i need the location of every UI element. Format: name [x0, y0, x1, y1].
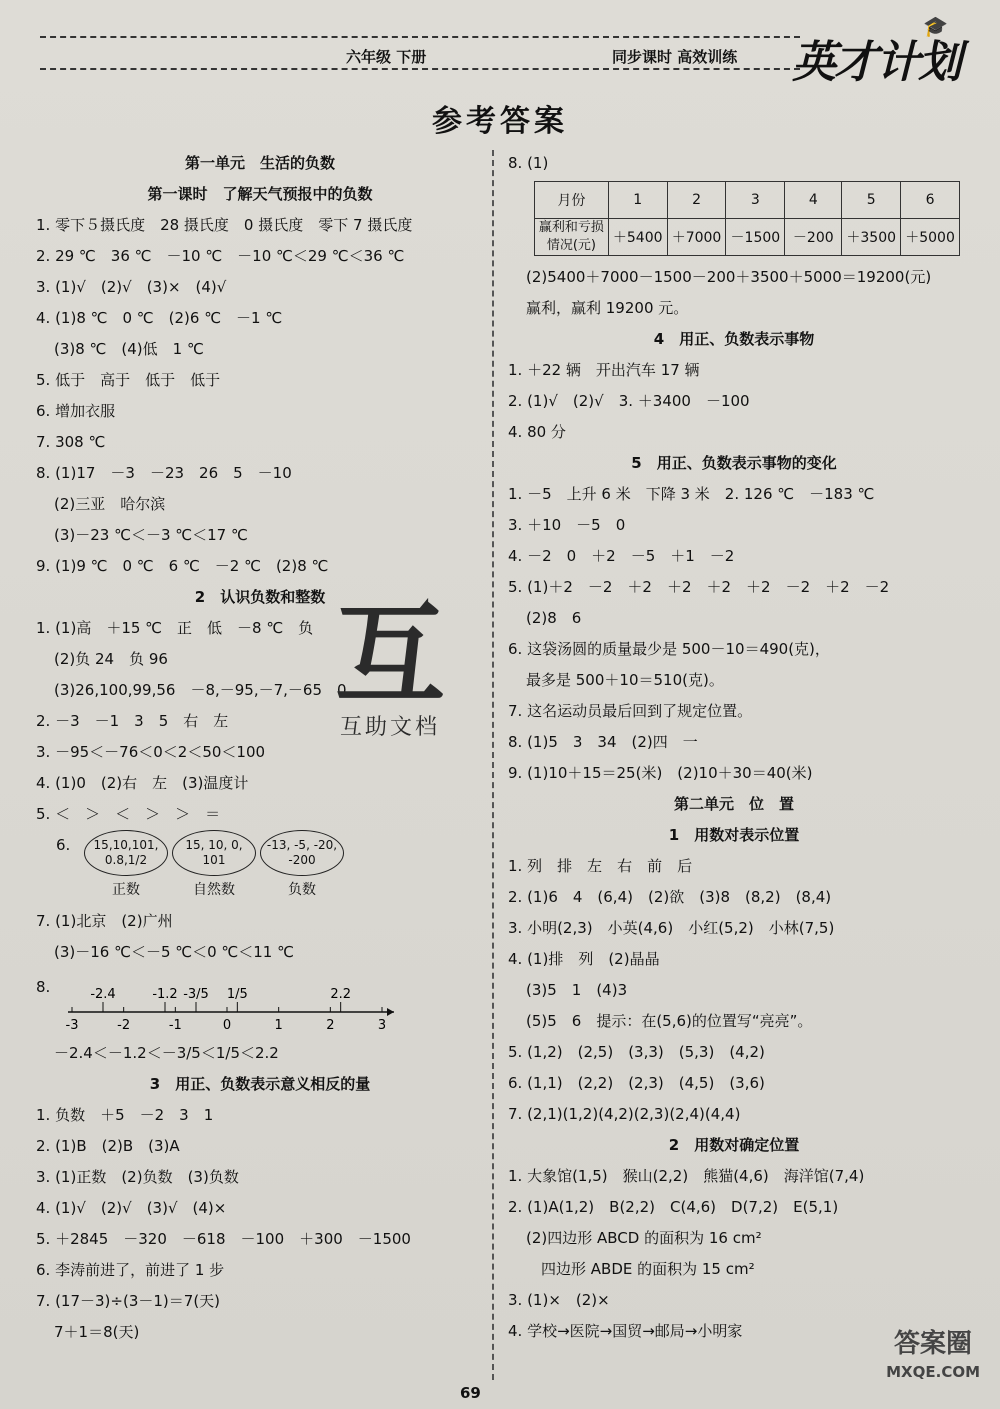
table-cell-value: ＋5400 [608, 219, 667, 256]
answer-line: 1. 列 排 左 右 前 后 [508, 857, 693, 875]
stamp-sub: MXQE.COM [886, 1363, 980, 1381]
answer-line: 6. (1,1) (2,2) (2,3) (4,5) (3,6) [508, 1074, 765, 1092]
answer-line: 1. －5 上升 6 米 下降 3 米 2. 126 ℃ －183 ℃ [508, 485, 875, 503]
answer-line: 3. ＋10 －5 0 [508, 516, 626, 534]
number-line-tick-label: 1 [274, 1018, 283, 1033]
answer-line: 4. 学校→医院→国贸→邮局→小明家 [508, 1322, 743, 1340]
answer-line: 2. －3 －1 3 5 右 左 [36, 712, 229, 730]
answer-line: 7. 308 ℃ [36, 433, 106, 451]
answer-line: 8. (1)5 3 34 (2)四 一 [508, 733, 698, 751]
site-stamp [886, 1330, 980, 1386]
number-sets [56, 830, 484, 906]
question-number: 8. (1) [508, 154, 549, 172]
answer-line: 2. (1)B (2)B (3)A [36, 1137, 180, 1155]
answer-line: 2. (1)√ (2)√ 3. ＋3400 －100 [508, 392, 750, 410]
answer-line: 1. 大象馆(1,5) 猴山(2,2) 熊猫(4,6) 海洋馆(7,4) [508, 1167, 865, 1185]
left-column [36, 148, 484, 1348]
header-bottom-rule [40, 68, 800, 70]
answer-line: (3)26,100,99,56 －8,－95,－7,－65 0 [54, 681, 347, 699]
section-heading: 3 用正、负数表示意义相反的量 [149, 1075, 371, 1093]
answer-line: 7. (2,1)(1,2)(4,2)(2,3)(2,4)(4,4) [508, 1105, 741, 1123]
section-heading: 第一课时 了解天气预报中的负数 [147, 185, 373, 203]
header-top-rule [40, 36, 800, 38]
number-line-mark-label: -3/5 [183, 987, 209, 1002]
number-line-tick-label: -2 [117, 1018, 131, 1033]
number-line [62, 968, 402, 1038]
table-cell-month: 5 [842, 182, 901, 219]
answer-line: 2. (1)A(1,2) B(2,2) C(4,6) D(7,2) E(5,1) [508, 1198, 839, 1216]
profit-table [534, 181, 960, 256]
number-line-question [36, 968, 484, 1038]
answer-line: (3)8 ℃ (4)低 1 ℃ [54, 340, 204, 358]
number-line-tick-label: 2 [326, 1018, 335, 1033]
watermark-char: 互 [335, 591, 445, 719]
answer-line: 1. ＋22 辆 开出汽车 17 辆 [508, 361, 700, 379]
watermark-text: 互助文档 [339, 715, 440, 740]
answer-line: 4. －2 0 ＋2 －5 ＋1 －2 [508, 547, 735, 565]
answer-line: 2. 29 ℃ 36 ℃ －10 ℃ －10 ℃＜29 ℃＜36 ℃ [36, 247, 405, 265]
number-line-mark-label: 1/5 [226, 987, 248, 1002]
table-header-profit: 赢利和亏损情况(元) [535, 219, 609, 256]
table-header-month: 月份 [535, 182, 609, 219]
answer-line: (2)三亚 哈尔滨 [54, 495, 166, 513]
answer-line: 3. (1)× (2)× [508, 1291, 610, 1309]
answer-line: (2)负 24 负 96 [54, 650, 168, 668]
answer-line: (3)5 1 (4)3 [526, 981, 628, 999]
number-line-result: －2.4＜－1.2＜－3/5＜1/5＜2.2 [54, 1044, 279, 1062]
answer-line: 4. (1)0 (2)右 左 (3)温度计 [36, 774, 249, 792]
number-line-tick-label: 3 [377, 1018, 387, 1033]
answer-line: 最多是 500＋10＝510(克)。 [526, 671, 724, 689]
section-heading: 1 用数对表示位置 [668, 826, 800, 844]
section-heading: 第二单元 位 置 [673, 795, 794, 813]
column-divider [492, 150, 494, 1380]
answer-line: 5. ＜ ＞ ＜ ＞ ＞ ＝ [36, 805, 221, 823]
answer-line: (3)－16 ℃＜－5 ℃＜0 ℃＜11 ℃ [54, 943, 294, 961]
answer-line: 5. (1)＋2 －2 ＋2 ＋2 ＋2 ＋2 －2 ＋2 －2 [508, 578, 890, 596]
number-line-tick-label: -1 [168, 1018, 182, 1033]
answer-line: 5. (1,2) (2,5) (3,3) (5,3) (4,2) [508, 1043, 765, 1061]
question-number: 8. [36, 978, 51, 996]
answer-line: 3. 小明(2,3) 小英(4,6) 小红(5,2) 小林(7,5) [508, 919, 835, 937]
table-cell-month: 1 [608, 182, 667, 219]
answer-line: 1. (1)高 ＋15 ℃ 正 低 －8 ℃ 负 [36, 619, 314, 637]
table-cell-value: ＋3500 [842, 219, 901, 256]
set-ellipse: 15,10,101, 0.8,1/2 [84, 830, 168, 876]
page-number: 69 [460, 1384, 481, 1402]
section-heading: 4 用正、负数表示事物 [653, 330, 815, 348]
grade-label: 六年级 下册 [346, 48, 427, 66]
answer-line: 7. (1)北京 (2)广州 [36, 912, 173, 930]
right-column [508, 148, 960, 1347]
answer-line: 7. (17－3)÷(3－1)＝7(天) [36, 1292, 221, 1310]
brand-logo: 英才计划 [792, 37, 960, 88]
answer-line: 4. (1)排 列 (2)晶晶 [508, 950, 660, 968]
answer-line: (3)－23 ℃＜－3 ℃＜17 ℃ [54, 526, 248, 544]
stamp-main: 答案圈 [894, 1329, 973, 1359]
number-set [172, 830, 256, 906]
answer-line: 四边形 ABDE 的面积为 15 cm² [526, 1260, 755, 1278]
table-cell-value: ＋5000 [901, 219, 960, 256]
answer-line: 3. －95＜－76＜0＜2＜50＜100 [36, 743, 266, 761]
answer-line: 6. 这袋汤圆的质量最少是 500－10＝490(克)， [508, 640, 830, 658]
answer-line: 赢利，赢利 19200 元。 [526, 299, 689, 317]
series-label: 同步课时 高效训练 [612, 48, 738, 66]
number-set [260, 830, 344, 906]
table-cell-month: 4 [785, 182, 842, 219]
answer-line: 6. 增加衣服 [36, 402, 116, 420]
answer-line: 2. (1)6 4 (6,4) (2)欲 (3)8 (8,2) (8,4) [508, 888, 832, 906]
set-label: 正数 [112, 882, 140, 898]
table-cell-month: 2 [667, 182, 726, 219]
answer-line: 6. 李涛前进了，前进了 1 步 [36, 1261, 225, 1279]
answer-line: (2)四边形 ABCD 的面积为 16 cm² [526, 1229, 762, 1247]
answer-line: 3. (1)√ (2)√ (3)× (4)√ [36, 278, 227, 296]
number-set [84, 830, 168, 906]
number-line-mark-label: -2.4 [90, 987, 116, 1002]
section-heading: 2 认识负数和整数 [194, 588, 326, 606]
number-line-tick-label: -3 [65, 1018, 79, 1033]
answer-line: 4. (1)√ (2)√ (3)√ (4)× [36, 1199, 227, 1217]
set-ellipse: 15, 10, 0, 101 [172, 830, 256, 876]
watermark [330, 591, 450, 741]
answer-line: 7＋1＝8(天) [54, 1323, 140, 1341]
answer-line: 5. ＋2845 －320 －618 －100 ＋300 －1500 [36, 1230, 411, 1248]
number-line-mark-label: -1.2 [152, 987, 178, 1002]
answer-line: 7. 这名运动员最后回到了规定位置。 [508, 702, 753, 720]
answer-line: 8. (1)17 －3 －23 26 5 －10 [36, 464, 292, 482]
section-heading: 第一单元 生活的负数 [184, 154, 335, 172]
number-line-mark-label: 2.2 [330, 987, 352, 1002]
answer-line: (5)5 6 提示：在(5,6)的位置写“亮亮”。 [526, 1012, 813, 1030]
table-cell-month: 6 [901, 182, 960, 219]
answer-line: (2)5400＋7000－1500－200＋3500＋5000＝19200(元) [526, 268, 932, 286]
table-cell-value: ＋7000 [667, 219, 726, 256]
table-cell-month: 3 [726, 182, 785, 219]
answer-line: (2)8 6 [526, 609, 582, 627]
section-heading: 2 用数对确定位置 [668, 1136, 800, 1154]
set-label: 自然数 [193, 882, 235, 898]
section-heading: 5 用正、负数表示事物的变化 [631, 454, 837, 472]
answer-line: 4. (1)8 ℃ 0 ℃ (2)6 ℃ －1 ℃ [36, 309, 283, 327]
answer-line: 1. 零下５摄氏度 28 摄氏度 0 摄氏度 零下 7 摄氏度 [36, 216, 413, 234]
answer-line: 9. (1)9 ℃ 0 ℃ 6 ℃ －2 ℃ (2)8 ℃ [36, 557, 329, 575]
page-title: 参考答案 [432, 104, 568, 139]
set-ellipse: -13, -5, -20, -200 [260, 830, 344, 876]
answer-line: 4. 80 分 [508, 423, 566, 441]
answer-line: 1. 负数 ＋5 －2 3 1 [36, 1106, 214, 1124]
table-cell-value: －1500 [726, 219, 785, 256]
number-line-arrow [387, 1008, 394, 1016]
answer-line: 5. 低于 高于 低于 低于 [36, 371, 221, 389]
set-label: 负数 [288, 882, 316, 898]
question-number: 6. [56, 836, 71, 854]
number-line-tick-label: 0 [222, 1018, 232, 1033]
answer-line: 3. (1)正数 (2)负数 (3)负数 [36, 1168, 239, 1186]
answer-line: 9. (1)10＋15＝25(米) (2)10＋30＝40(米) [508, 764, 813, 782]
table-cell-value: －200 [785, 219, 842, 256]
graduation-cap-icon: 🎓 [923, 14, 948, 38]
